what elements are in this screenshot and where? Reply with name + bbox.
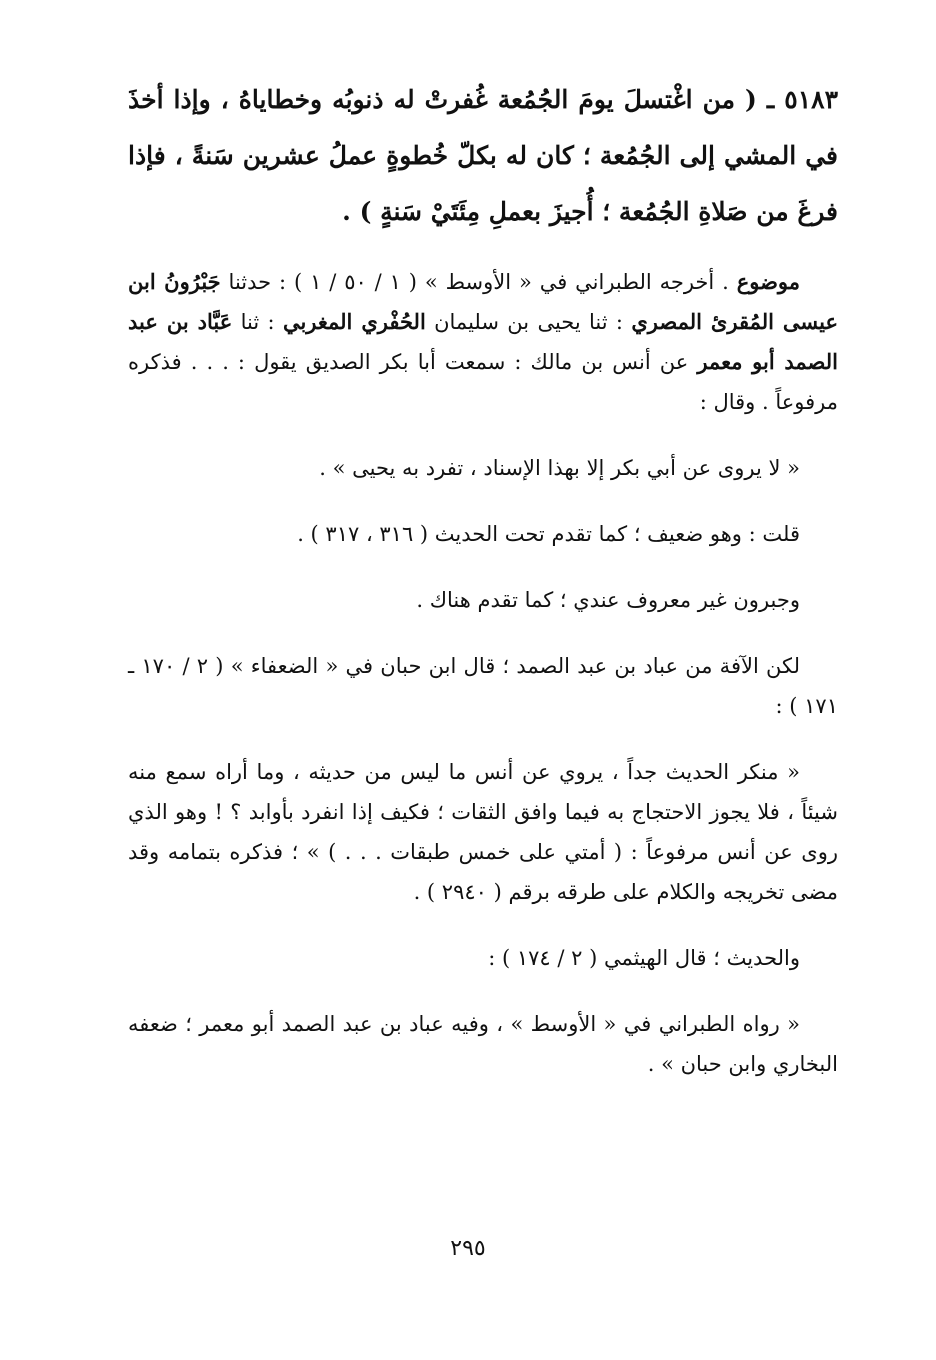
author-comment: لكن الآفة من عباد بن عبد الصمد ؛ قال ابن حبان في « الضعفاء » ( ٢ / ١٧٠ ـ ١٧١ ) : xyxy=(128,654,838,718)
narrator-name: جَبْرُونُ ابن عيسى المُقرئ المصري xyxy=(128,269,839,334)
ibn-hibban-quote: « منكر الحديث جداً ، يروي عن أنس ما ليس من حديثه ، وما أراه سمع منه شيئاً ، فلا يجوز الاحتجاج به فيما وافق الثقات ؛ فكيف إذا انفرد بأوابد ؟ ! وهو الذي روى عن أنس مرفوعاً : ( أمتي على خمس طبقات . . . ) » ؛ فذكره بتمامه وقد مضى تخريجه والكلام على طرقه برقم ( ٢٩٤٠ ) . xyxy=(128,760,838,904)
page-number: ٢٩٥ xyxy=(450,1236,486,1261)
tabarani-quote: « لا يروى عن أبي بكر إلا بهذا الإسناد ، تفرد به يحيى » . xyxy=(319,456,800,480)
text-segment: : ثنا يحيى بن سليمان xyxy=(425,310,632,334)
haythami-quote: « رواه الطبراني في « الأوسط » ، وفيه عباد بن عبد الصمد أبو معمر ؛ ضعفه البخاري وابن حبان » . xyxy=(128,1012,838,1076)
author-comment: قلت : وهو ضعيف ؛ كما تقدم تحت الحديث ( ٣١٦ ، ٣١٧ ) . xyxy=(297,522,800,546)
text-segment: . أخرجه الطبراني في « الأوسط » ( ١ / ٥٠ / ١ ) : حدثنا xyxy=(220,270,737,294)
text-segment: : ثنا xyxy=(232,310,283,334)
hadith-text: ٥١٨٣ ـ ( من اغْتسلَ يومَ الجُمُعة غُفرتْ له ذنوبُه وخطاياهُ ، وإذا أخذَ في المشي إلى الجُمُعة ؛ كان له بكلّ خُطوةٍ عملُ عشرين سَنةً ، فإذا فرغَ من صَلاةِ الجُمُعة ؛ أُجيزَ بعملِ مِئَتَيْ سَنةٍ ) . xyxy=(128,85,838,226)
author-comment: وجبرون غير معروف عندي ؛ كما تقدم هناك . xyxy=(416,588,800,612)
text-segment: عن أنس بن مالك : سمعت أبا بكر الصديق يقول : . . . فذكره مرفوعاً . وقال : xyxy=(128,350,838,414)
author-comment: والحديث ؛ قال الهيثمي ( ٢ / ١٧٤ ) : xyxy=(488,946,800,970)
takhrij-paragraph xyxy=(128,262,838,422)
narrator-name: عَبَّاد بن عبد الصمد أبو معمر xyxy=(128,309,838,374)
narrator-name: الحُفْري المغربي xyxy=(282,309,426,334)
grade-label: موضوع xyxy=(736,269,800,294)
page-body xyxy=(128,72,838,1110)
